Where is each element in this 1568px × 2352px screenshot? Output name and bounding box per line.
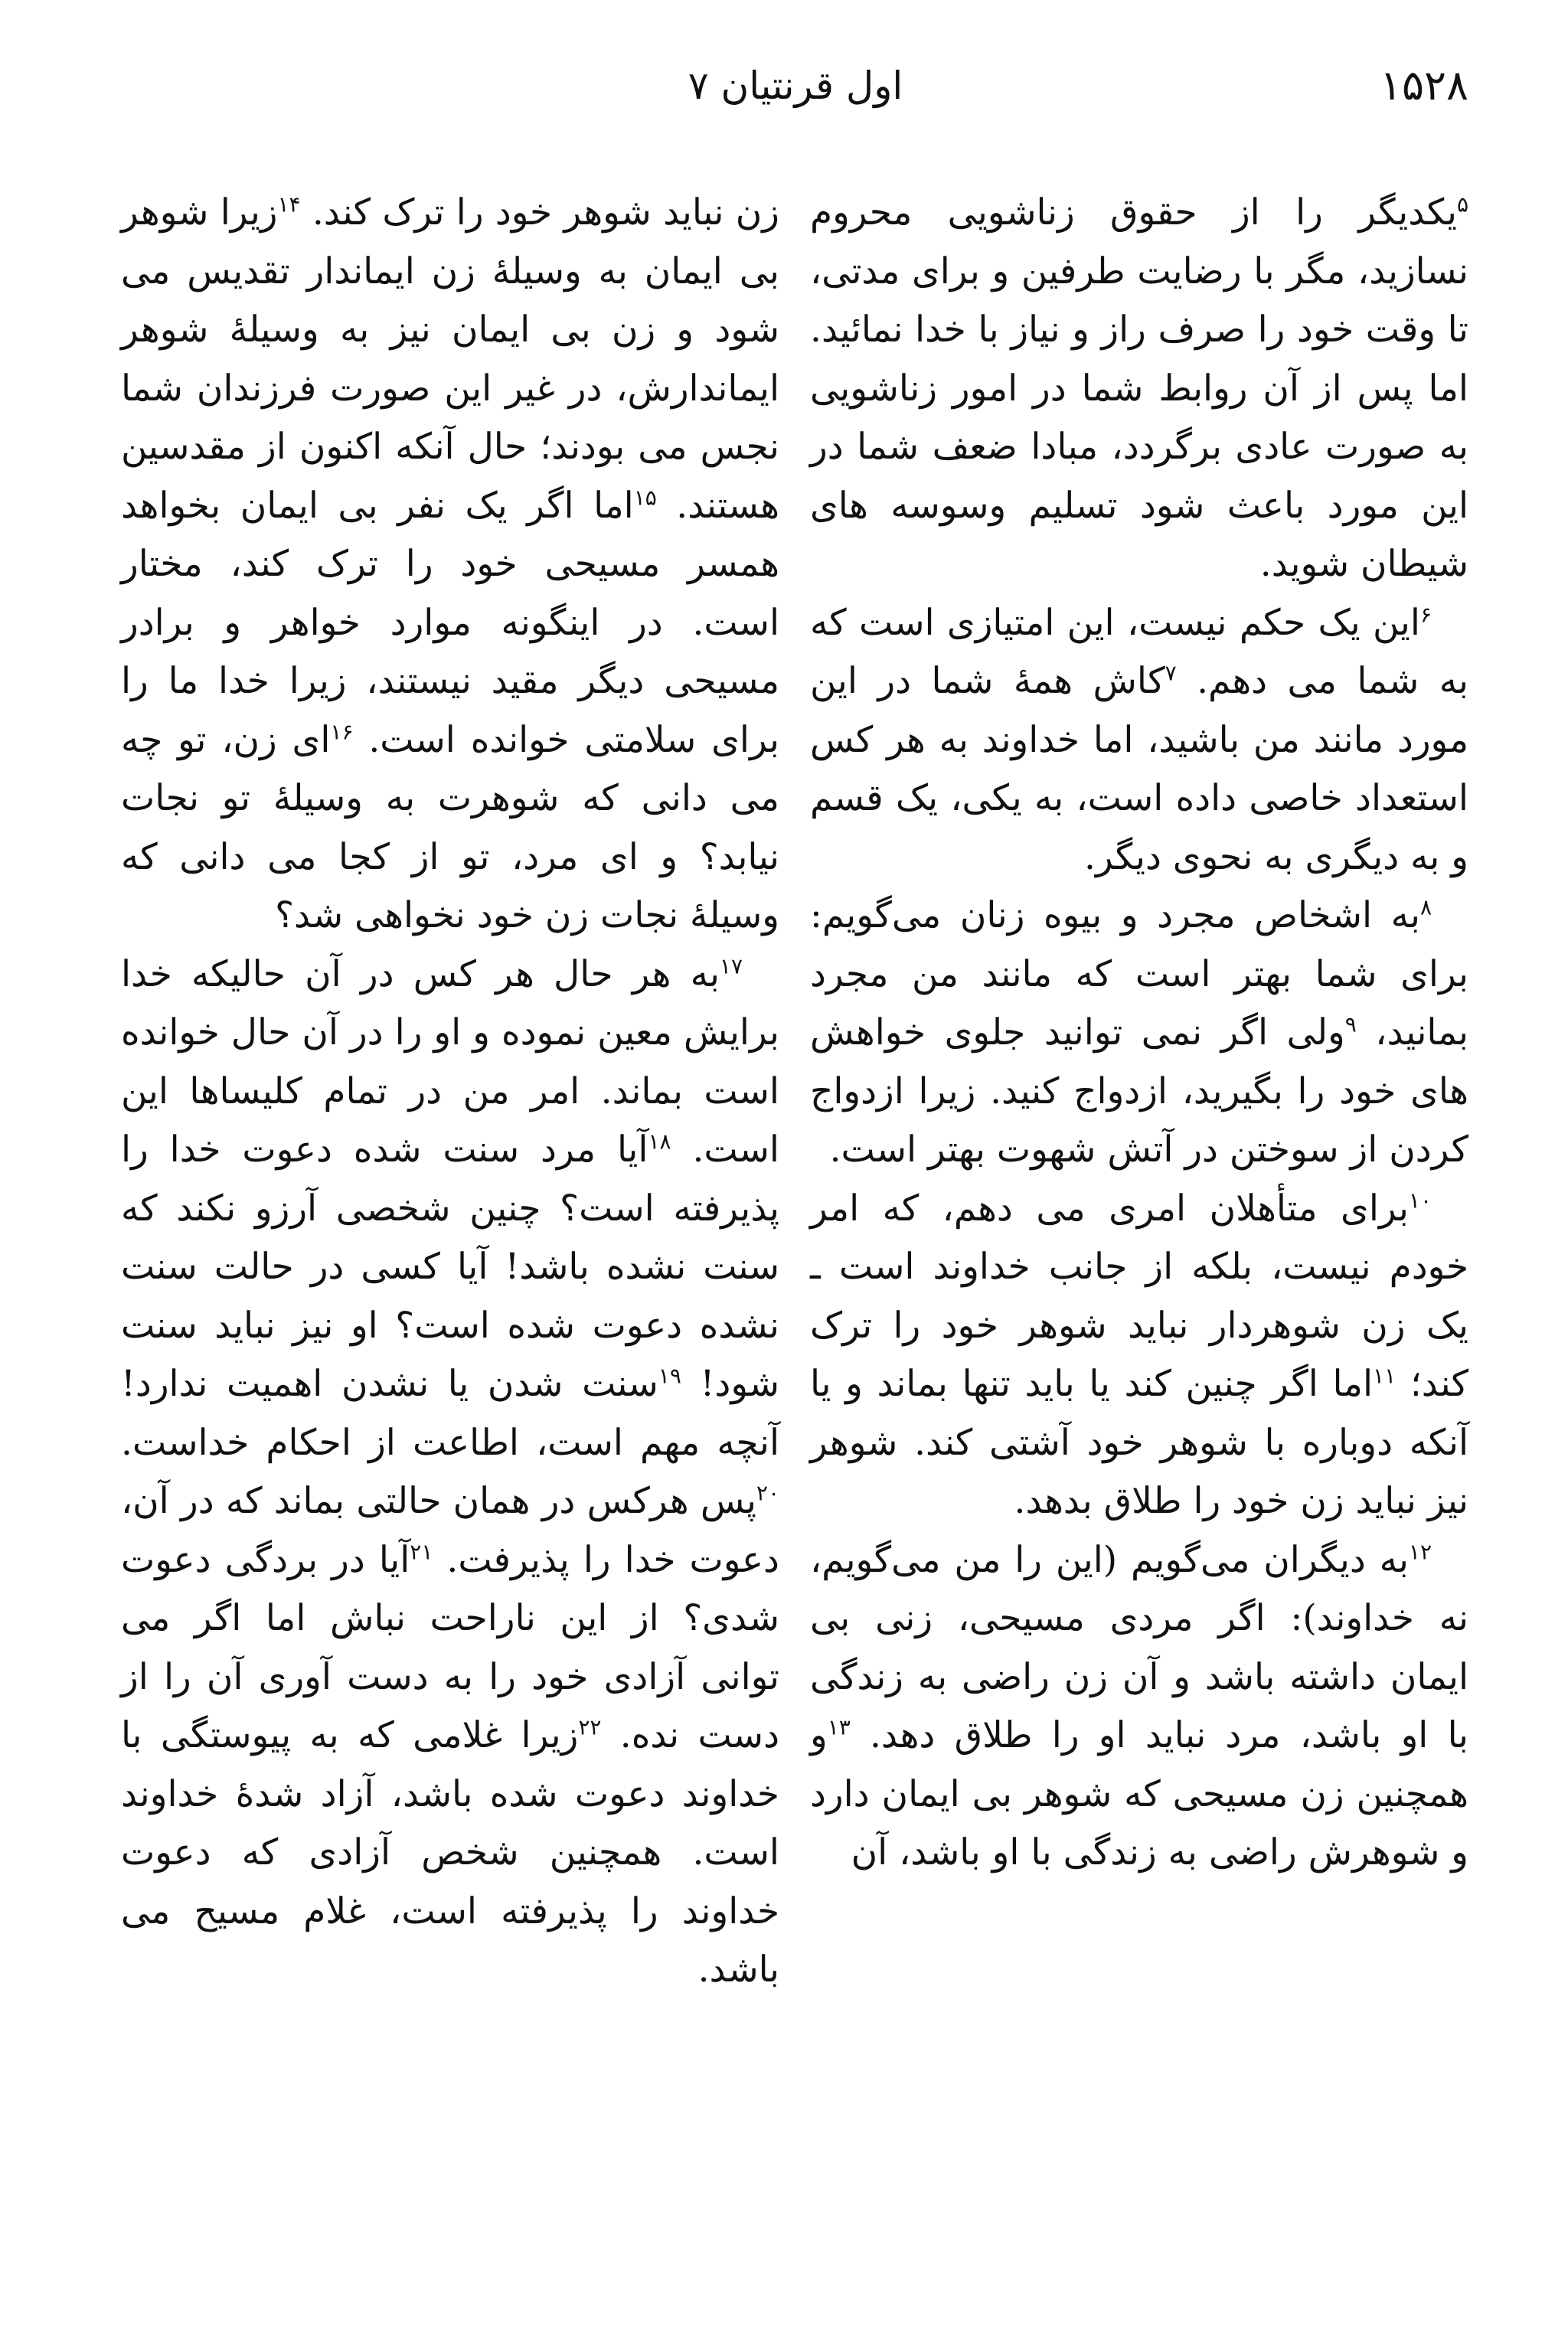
- verse-number: ۱۱: [1373, 1363, 1396, 1389]
- verse-number: ۱۷: [719, 952, 743, 978]
- verse-number: ۶: [1419, 601, 1432, 627]
- paragraph: [810, 594, 1468, 887]
- verse-text: اما اگر یک نفر بی ایمان بخواهد همسر مسیحی خود را ترک کند، مختار است. در اینگونه موارد خواهر و برادر مسیحی دیگر مقید نیستند، زیرا خدا ما را برای سلامتی خوانده است.: [121, 484, 780, 761]
- verse-number: ۸: [1419, 894, 1432, 920]
- verse-number: ۱۲: [1408, 1538, 1432, 1564]
- verse-number: ۷: [1165, 660, 1177, 686]
- verse-text: ای زن، تو چه می دانی که شوهرت به وسیلهٔ تو نجات نیابد؟ و ای مرد، تو از کجا می دانی که وسیلهٔ نجات زن خود نخواهی شد؟: [121, 718, 779, 936]
- verse-text: زیرا شوهر بی ایمان به وسیلهٔ زن ایماندار تقدیس می شود و زن بی ایمان نیز به وسیلهٔ شوهر ایماندارش، در غیر این صورت فرزندان شما نجس می بودند؛ حال آنکه اکنون از مقدسین هستند.: [121, 191, 779, 527]
- verse-text: یکدیگر را از حقوق زناشویی محروم نسازید، مگر با رضایت طرفین و برای مدتی، تا وقت خود را صرف راز و نیاز با خدا نمائید. اما پس از آن روابط شما در امور زناشویی به صورت عادی برگردد، مبادا ضعف شما در این مورد باعث شود تسلیم وسوسه های شیطان شوید.: [810, 191, 1468, 585]
- verse-number: ۲۰: [756, 1480, 779, 1506]
- paragraph: [121, 946, 779, 2000]
- verse-number: ۲۱: [410, 1538, 433, 1564]
- verse-number: ۱۹: [658, 1363, 681, 1389]
- verse-number: ۱۵: [633, 484, 657, 510]
- verse-text: برای متأهلان امری می دهم، که امر خودم نیست، بلکه از جانب خداوند است ـ یک زن شوهردار نباید شوهر خود را ترک کند؛: [810, 1187, 1469, 1405]
- page-header: [122, 55, 1468, 116]
- verse-text: آیا در بردگی دعوت شدی؟ از این ناراحت نباش اما اگر می توانی آزادی خود را به دست آوری آن را از دست نده.: [121, 1538, 779, 1756]
- verse-text: پس هرکس در همان حالتی بماند که در آن، دعوت خدا را پذیرفت.: [121, 1480, 779, 1581]
- verse-text: سنت شدن یا نشدن اهمیت ندارد! آنچه مهم است، اطاعت از احکام خداست.: [121, 1363, 779, 1464]
- paragraph: [810, 184, 1468, 594]
- verse-number: ۹: [1344, 1011, 1357, 1037]
- verse-text: این یک حکم نیست، این امتیازی است که به شما می دهم.: [810, 601, 1468, 702]
- paragraph: [121, 184, 779, 946]
- page-number: ۱۵۲۸: [1379, 61, 1468, 109]
- verse-text: آیا مرد سنت شده دعوت خدا را پذیرفته است؟ چنین شخصی آرزو نکند که سنت نشده باشد! آیا کسی در حالت سنت نشده دعوت شده است؟ او نیز نباید سنت شود!: [121, 1129, 780, 1405]
- verse-number: ۱۸: [648, 1129, 671, 1155]
- verse-text: به هر حال هر کس در آن حالیکه خدا برایش معین نموده و او را در آن حال خوانده است بماند. امر من در تمام کلیساها این است.: [121, 952, 779, 1171]
- verse-text: کاش همهٔ شما در این مورد مانند من باشید، اما خداوند به هر کس استعداد خاصی داده است، به یکی، یک قسم و به دیگری به نحوی دیگر.: [810, 660, 1468, 878]
- verse-text: به دیگران می‌گویم (این را من می‌گویم، نه خداوند): اگر مردی مسیحی، زنی بی ایمان داشته باشد و آن زن راضی به زندگی با او باشد، مرد نباید او را طلاق دهد.: [810, 1538, 1468, 1756]
- verse-text: به اشخاص مجرد و بیوه زنان می‌گویم: برای شما بهتر است که مانند من مجرد بمانید،: [810, 894, 1468, 1054]
- verse-number: ۱۶: [330, 718, 354, 744]
- paragraph: [810, 887, 1468, 1180]
- verse-text: اما اگر چنین کند یا باید تنها بماند و یا آنکه دوباره با شوهر خود آشتی کند. شوهر نیز نباید زن خود را طلاق بدهد.: [810, 1363, 1468, 1522]
- verse-text: و همچنین زن مسیحی که شوهر بی ایمان دارد و شوهرش راضی به زندگی با او باشد، آن: [810, 1714, 1468, 1873]
- verse-text: زن نباید شوهر خود را ترک کند.: [300, 191, 779, 234]
- verse-number: ۲۲: [578, 1714, 602, 1740]
- running-title: اول قرنتیان ۷: [688, 64, 903, 108]
- paragraph: [810, 1531, 1468, 1883]
- verse-number: ۱۳: [827, 1714, 851, 1740]
- verse-number: ۵: [1456, 191, 1468, 217]
- verse-number: ۱۰: [1408, 1187, 1432, 1213]
- text-column-right: [810, 184, 1468, 1883]
- verse-number: ۱۴: [277, 191, 301, 217]
- verse-text: زیرا غلامی که به پیوستگی با خداوند دعوت شده باشد، آزاد شدهٔ خداوند است. همچنین شخص آزادی که دعوت خداوند را پذیرفته است، غلام مسیح می باشد.: [121, 1714, 779, 1991]
- paragraph: [810, 1180, 1468, 1531]
- text-column-left: [121, 184, 779, 2000]
- verse-text: ولی اگر نمی توانید جلوی خواهش های خود را بگیرید، ازدواج کنید. زیرا ازدواج کردن از سوختن در آتش شهوت بهتر است.: [810, 1011, 1468, 1171]
